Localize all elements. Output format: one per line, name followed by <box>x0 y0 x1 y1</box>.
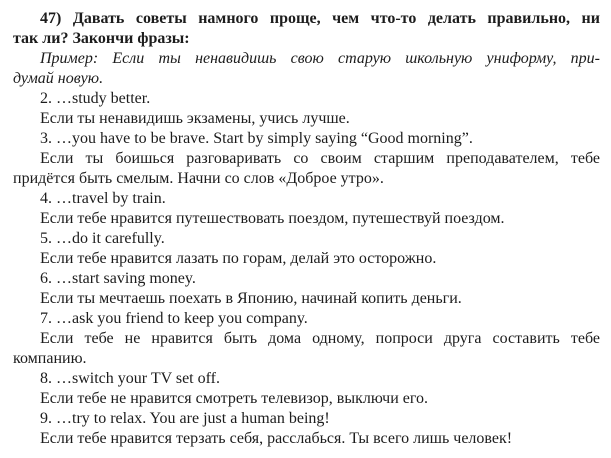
example-line-2: думай новую. <box>13 70 104 87</box>
example-line-1: Пример: Если ты ненавидишь свою старую школьную униформу, при- <box>40 50 600 67</box>
item-3-russian-line-1: Если ты боишься разговаривать со своим старшим преподавателем, тебе <box>40 150 600 167</box>
exercise-heading-line-2: так ли? Закончи фразы: <box>13 30 190 47</box>
item-3-russian-line-2: придётся быть смелым. Начни со слов «Доброе утро». <box>13 170 384 187</box>
item-7-russian-line-1: Если тебе не нравится быть дома одному, попроси друга составить тебе <box>40 330 600 347</box>
item-5-russian: Если тебе нравится лазать по горам, делай это осторожно. <box>40 250 437 267</box>
item-2-english: 2. …study better. <box>40 90 151 107</box>
item-8-russian: Если тебе не нравится смотреть телевизор, выключи его. <box>40 390 429 407</box>
item-5-english: 5. …do it carefully. <box>40 230 165 247</box>
item-4-english: 4. …travel by train. <box>40 190 166 207</box>
item-4-russian: Если тебе нравится путешествовать поездом, путешествуй поездом. <box>40 210 505 227</box>
item-6-english: 6. …start saving money. <box>40 270 196 287</box>
item-3-english: 3. …you have to be brave. Start by simply saying “Good morning”. <box>40 130 473 147</box>
item-6-russian: Если ты мечтаешь поехать в Японию, начинай копить деньги. <box>40 290 462 307</box>
item-9-english: 9. …try to relax. You are just a human being! <box>40 410 330 427</box>
item-7-english: 7. …ask you friend to keep you company. <box>40 310 308 327</box>
item-8-english: 8. …switch your TV set off. <box>40 370 220 387</box>
item-2-russian: Если ты ненавидишь экзамены, учись лучше. <box>40 110 350 127</box>
exercise-heading-line-1: 47) Давать советы намного проще, чем что-то делать правильно, ни <box>40 10 600 27</box>
item-7-russian-line-2: компанию. <box>13 350 87 367</box>
item-9-russian: Если тебе нравится терзать себя, расслабься. Ты всего лишь человек! <box>40 430 513 447</box>
